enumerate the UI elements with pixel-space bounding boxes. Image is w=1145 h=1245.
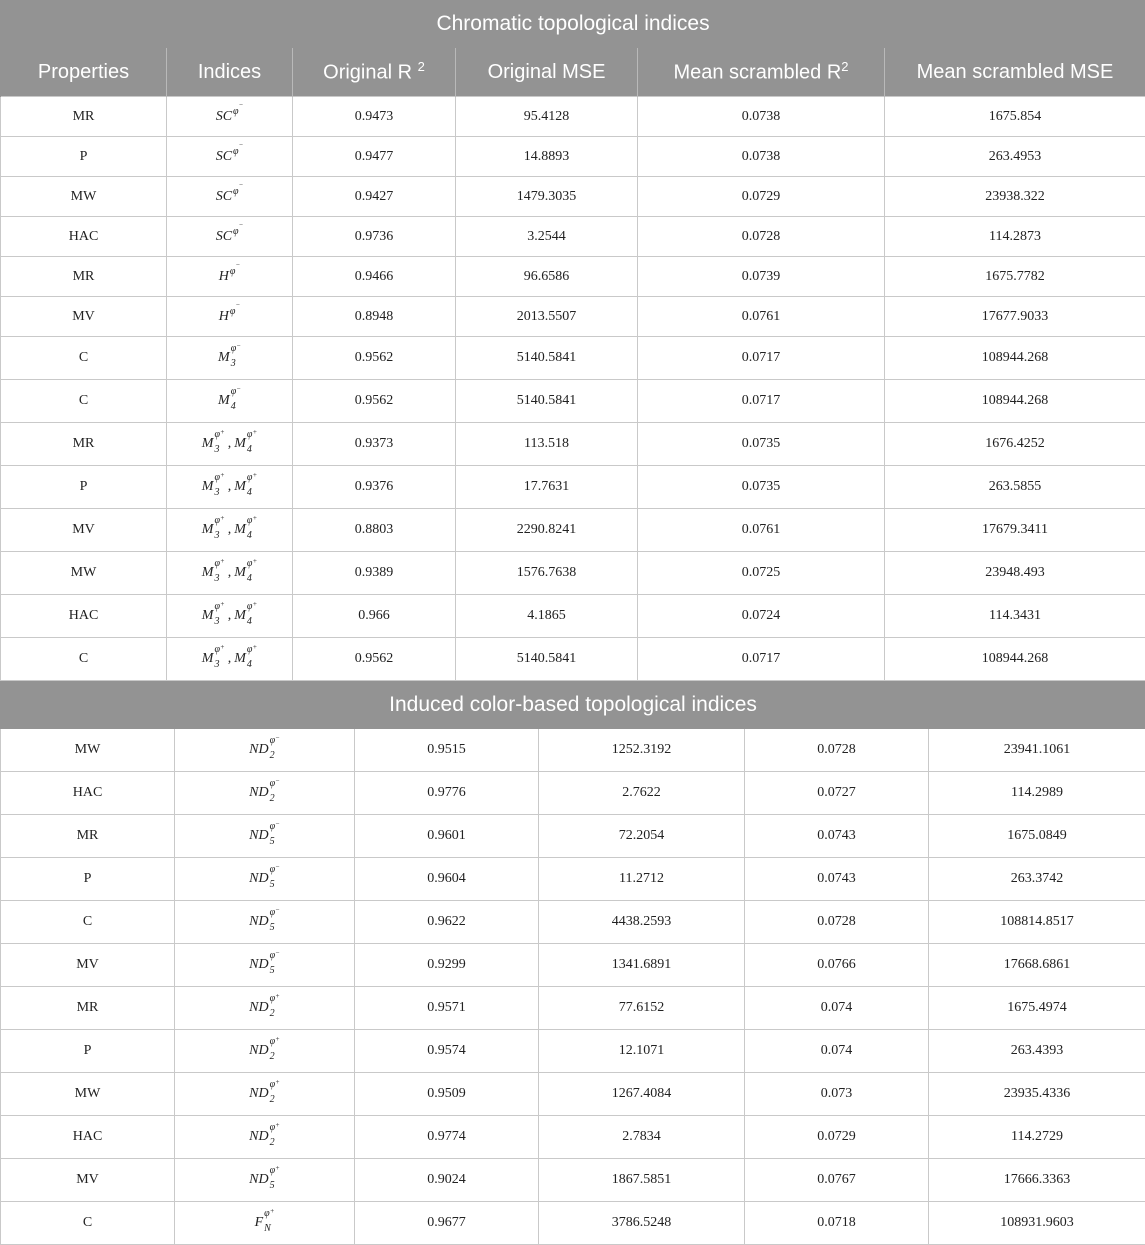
index-symbol: M φ+ 3 , M φ+ 4 <box>202 436 257 451</box>
scrambled-r2-cell: 0.0739 <box>638 257 885 297</box>
index-symbol: M φ+ 3 , M φ+ 4 <box>202 522 257 537</box>
scrambled-mse-cell: 108944.268 <box>885 380 1145 423</box>
original-mse-cell: 2.7622 <box>539 772 745 815</box>
index-symbol: F φ+ N <box>255 1215 275 1230</box>
scrambled-mse-cell: 263.3742 <box>929 858 1145 901</box>
scrambled-r2-cell: 0.0724 <box>638 595 885 638</box>
original-mse-cell: 95.4128 <box>456 97 638 137</box>
original-r2-cell: 0.9571 <box>355 987 539 1030</box>
indices-cell <box>167 509 293 552</box>
indices-cell <box>175 858 355 901</box>
scrambled-mse-cell: 114.2989 <box>929 772 1145 815</box>
original-mse-cell: 2013.5507 <box>456 297 638 337</box>
scrambled-r2-cell: 0.0729 <box>745 1116 929 1159</box>
indices-cell <box>167 552 293 595</box>
index-symbol: $SC^{\varphi^-}$ <box>216 189 244 204</box>
original-r2-cell: 0.9373 <box>293 423 456 466</box>
property-cell: MR <box>1 815 175 858</box>
property-cell: HAC <box>1 772 175 815</box>
table-row <box>1 137 1145 177</box>
index-symbol: $SC^{\varphi^-}$ <box>216 229 244 244</box>
property-cell: P <box>1 137 167 177</box>
index-symbol: ND φ+ 2 <box>249 1086 280 1101</box>
indices-cell <box>167 137 293 177</box>
table-row <box>1 177 1145 217</box>
original-r2-cell: 0.9515 <box>355 729 539 772</box>
scrambled-mse-cell: 23938.322 <box>885 177 1145 217</box>
scrambled-mse-cell: 114.2873 <box>885 217 1145 257</box>
original-r2-cell: 0.9562 <box>293 638 456 681</box>
header-properties: Properties <box>1 48 167 97</box>
original-r2-cell: 0.9477 <box>293 137 456 177</box>
original-mse-cell: 72.2054 <box>539 815 745 858</box>
scrambled-mse-cell: 17679.3411 <box>885 509 1145 552</box>
table-row <box>1 217 1145 257</box>
indices-cell <box>175 1073 355 1116</box>
scrambled-r2-cell: 0.0761 <box>638 509 885 552</box>
table-row <box>1 423 1145 466</box>
original-mse-cell: 96.6586 <box>456 257 638 297</box>
scrambled-mse-cell: 1676.4252 <box>885 423 1145 466</box>
original-r2-cell: 0.8803 <box>293 509 456 552</box>
scrambled-r2-cell: 0.0743 <box>745 815 929 858</box>
index-symbol: ND φ− 2 <box>249 742 280 757</box>
scrambled-mse-cell: 23948.493 <box>885 552 1145 595</box>
property-cell: HAC <box>1 1116 175 1159</box>
scrambled-mse-cell: 114.3431 <box>885 595 1145 638</box>
scrambled-r2-cell: 0.0717 <box>638 638 885 681</box>
scrambled-mse-cell: 263.5855 <box>885 466 1145 509</box>
index-symbol: $H^{\varphi^-}$ <box>219 269 240 284</box>
original-mse-cell: 12.1071 <box>539 1030 745 1073</box>
property-cell: C <box>1 337 167 380</box>
scrambled-r2-cell: 0.0717 <box>638 380 885 423</box>
index-symbol: M φ+ 3 , M φ+ 4 <box>202 608 257 623</box>
original-mse-cell: 1576.7638 <box>456 552 638 595</box>
index-symbol: ND φ− 5 <box>249 871 280 886</box>
original-mse-cell: 3786.5248 <box>539 1202 745 1245</box>
index-symbol: ND φ+ 5 <box>249 1172 280 1187</box>
original-mse-cell: 3.2544 <box>456 217 638 257</box>
indices-cell <box>167 257 293 297</box>
original-r2-cell: 0.9466 <box>293 257 456 297</box>
table-row <box>1 466 1145 509</box>
property-cell: C <box>1 380 167 423</box>
property-cell: MV <box>1 509 167 552</box>
header-indices: Indices <box>167 48 293 97</box>
original-mse-cell: 113.518 <box>456 423 638 466</box>
index-symbol: ND φ+ 2 <box>249 1129 280 1144</box>
scrambled-mse-cell: 114.2729 <box>929 1116 1145 1159</box>
table-row <box>1 1202 1145 1245</box>
index-symbol: ND φ− 2 <box>249 785 280 800</box>
scrambled-mse-cell: 23935.4336 <box>929 1073 1145 1116</box>
scrambled-r2-cell: 0.0728 <box>638 217 885 257</box>
index-symbol: $SC^{\varphi^-}$ <box>216 149 244 164</box>
original-r2-cell: 0.9562 <box>293 337 456 380</box>
header-original-r2: Original R $^2$ <box>293 48 456 97</box>
section-banner <box>1 682 1145 729</box>
original-mse-cell: 5140.5841 <box>456 337 638 380</box>
index-symbol: M φ− 4 <box>218 393 241 408</box>
property-cell: P <box>1 858 175 901</box>
table-row <box>1 337 1145 380</box>
table-row <box>1 815 1145 858</box>
property-cell: MR <box>1 987 175 1030</box>
table-row <box>1 901 1145 944</box>
original-mse-cell: 1252.3192 <box>539 729 745 772</box>
original-r2-cell: 0.9509 <box>355 1073 539 1116</box>
header-mean-scrambled-r2: Mean scrambled $R^2$ <box>638 48 885 97</box>
indices-cell <box>175 901 355 944</box>
original-r2-cell: 0.9574 <box>355 1030 539 1073</box>
scrambled-mse-cell: 108931.9603 <box>929 1202 1145 1245</box>
property-cell: MR <box>1 97 167 137</box>
table-row <box>1 944 1145 987</box>
original-mse-cell: 17.7631 <box>456 466 638 509</box>
scrambled-r2-cell: 0.0735 <box>638 466 885 509</box>
property-cell: C <box>1 901 175 944</box>
scrambled-mse-cell: 1675.0849 <box>929 815 1145 858</box>
original-r2-cell: 0.9774 <box>355 1116 539 1159</box>
original-r2-cell: 0.9736 <box>293 217 456 257</box>
table-row <box>1 1116 1145 1159</box>
scrambled-mse-cell: 17677.9033 <box>885 297 1145 337</box>
original-mse-cell: 2.7834 <box>539 1116 745 1159</box>
original-r2-cell: 0.9562 <box>293 380 456 423</box>
original-mse-cell: 5140.5841 <box>456 380 638 423</box>
scrambled-r2-cell: 0.074 <box>745 1030 929 1073</box>
indices-cell <box>167 97 293 137</box>
original-r2-cell: 0.9024 <box>355 1159 539 1202</box>
original-mse-cell: 1867.5851 <box>539 1159 745 1202</box>
table-row <box>1 772 1145 815</box>
property-cell: P <box>1 466 167 509</box>
original-mse-cell: 77.6152 <box>539 987 745 1030</box>
scrambled-r2-cell: 0.0725 <box>638 552 885 595</box>
scrambled-r2-cell: 0.0728 <box>745 901 929 944</box>
scrambled-mse-cell: 1675.7782 <box>885 257 1145 297</box>
indices-cell <box>167 466 293 509</box>
index-symbol: ND φ+ 2 <box>249 1043 280 1058</box>
original-r2-cell: 0.9622 <box>355 901 539 944</box>
property-cell: MV <box>1 944 175 987</box>
index-symbol: $SC^{\varphi^-}$ <box>216 109 244 124</box>
indices-cell <box>167 177 293 217</box>
indices-cell <box>167 423 293 466</box>
table-row <box>1 858 1145 901</box>
original-r2-cell: 0.9677 <box>355 1202 539 1245</box>
scrambled-r2-cell: 0.0738 <box>638 97 885 137</box>
header-original-mse: Original MSE <box>456 48 638 97</box>
property-cell: MR <box>1 257 167 297</box>
table-row <box>1 509 1145 552</box>
index-symbol: M φ+ 3 , M φ+ 4 <box>202 651 257 666</box>
property-cell: MW <box>1 729 175 772</box>
index-symbol: ND φ− 5 <box>249 957 280 972</box>
index-symbol: M φ+ 3 , M φ+ 4 <box>202 479 257 494</box>
original-r2-cell: 0.9299 <box>355 944 539 987</box>
original-mse-cell: 14.8893 <box>456 137 638 177</box>
table-row <box>1 1159 1145 1202</box>
original-mse-cell: 5140.5841 <box>456 638 638 681</box>
original-r2-cell: 0.9604 <box>355 858 539 901</box>
scrambled-mse-cell: 17666.3363 <box>929 1159 1145 1202</box>
index-symbol: M φ+ 3 , M φ+ 4 <box>202 565 257 580</box>
table-row <box>1 552 1145 595</box>
induced-table <box>0 681 1145 1245</box>
scrambled-mse-cell: 17668.6861 <box>929 944 1145 987</box>
header-row <box>1 48 1145 97</box>
scrambled-mse-cell: 108944.268 <box>885 337 1145 380</box>
original-mse-cell: 4.1865 <box>456 595 638 638</box>
original-mse-cell: 2290.8241 <box>456 509 638 552</box>
scrambled-mse-cell: 1675.854 <box>885 97 1145 137</box>
original-mse-cell: 11.2712 <box>539 858 745 901</box>
scrambled-r2-cell: 0.0766 <box>745 944 929 987</box>
table-row <box>1 257 1145 297</box>
indices-cell <box>175 1030 355 1073</box>
property-cell: HAC <box>1 217 167 257</box>
indices-cell <box>175 987 355 1030</box>
index-symbol: ND φ− 5 <box>249 914 280 929</box>
scrambled-r2-cell: 0.073 <box>745 1073 929 1116</box>
indices-cell <box>167 217 293 257</box>
scrambled-r2-cell: 0.0718 <box>745 1202 929 1245</box>
property-cell: C <box>1 1202 175 1245</box>
table-row <box>1 297 1145 337</box>
section-title: Induced color-based topological indices <box>1 682 1145 729</box>
property-cell: MW <box>1 1073 175 1116</box>
header-mean-scrambled-mse: Mean scrambled MSE <box>885 48 1145 97</box>
property-cell: MW <box>1 177 167 217</box>
indices-cell <box>167 380 293 423</box>
scrambled-mse-cell: 263.4953 <box>885 137 1145 177</box>
indices-cell <box>167 297 293 337</box>
indices-cell <box>175 815 355 858</box>
original-mse-cell: 1479.3035 <box>456 177 638 217</box>
scrambled-r2-cell: 0.074 <box>745 987 929 1030</box>
original-r2-cell: 0.9376 <box>293 466 456 509</box>
indices-cell <box>175 944 355 987</box>
property-cell: C <box>1 638 167 681</box>
original-r2-cell: 0.9473 <box>293 97 456 137</box>
indices-cell <box>175 1116 355 1159</box>
original-mse-cell: 1267.4084 <box>539 1073 745 1116</box>
original-r2-cell: 0.8948 <box>293 297 456 337</box>
scrambled-r2-cell: 0.0727 <box>745 772 929 815</box>
property-cell: HAC <box>1 595 167 638</box>
indices-cell <box>167 638 293 681</box>
property-cell: P <box>1 1030 175 1073</box>
property-cell: MR <box>1 423 167 466</box>
scrambled-r2-cell: 0.0729 <box>638 177 885 217</box>
index-symbol: M φ− 3 <box>218 350 241 365</box>
scrambled-mse-cell: 23941.1061 <box>929 729 1145 772</box>
table-row <box>1 638 1145 681</box>
scrambled-r2-cell: 0.0738 <box>638 137 885 177</box>
section-title: Chromatic topological indices <box>1 1 1145 48</box>
table-row <box>1 380 1145 423</box>
scrambled-r2-cell: 0.0717 <box>638 337 885 380</box>
scrambled-mse-cell: 1675.4974 <box>929 987 1145 1030</box>
scrambled-mse-cell: 108944.268 <box>885 638 1145 681</box>
table-row <box>1 987 1145 1030</box>
section-banner <box>1 1 1145 48</box>
table-row <box>1 595 1145 638</box>
table-row <box>1 1073 1145 1116</box>
scrambled-r2-cell: 0.0735 <box>638 423 885 466</box>
property-cell: MV <box>1 1159 175 1202</box>
index-symbol: $H^{\varphi^-}$ <box>219 309 240 324</box>
scrambled-r2-cell: 0.0761 <box>638 297 885 337</box>
table-row <box>1 97 1145 137</box>
scrambled-r2-cell: 0.0767 <box>745 1159 929 1202</box>
scrambled-mse-cell: 108814.8517 <box>929 901 1145 944</box>
original-mse-cell: 4438.2593 <box>539 901 745 944</box>
original-r2-cell: 0.9776 <box>355 772 539 815</box>
indices-cell <box>175 729 355 772</box>
original-r2-cell: 0.966 <box>293 595 456 638</box>
original-r2-cell: 0.9389 <box>293 552 456 595</box>
scrambled-mse-cell: 263.4393 <box>929 1030 1145 1073</box>
indices-cell <box>175 1159 355 1202</box>
indices-cell <box>175 1202 355 1245</box>
indices-cell <box>167 337 293 380</box>
original-r2-cell: 0.9601 <box>355 815 539 858</box>
property-cell: MW <box>1 552 167 595</box>
scrambled-r2-cell: 0.0743 <box>745 858 929 901</box>
table-row <box>1 729 1145 772</box>
index-symbol: ND φ+ 2 <box>249 1000 280 1015</box>
scrambled-r2-cell: 0.0728 <box>745 729 929 772</box>
table-row <box>1 1030 1145 1073</box>
property-cell: MV <box>1 297 167 337</box>
original-mse-cell: 1341.6891 <box>539 944 745 987</box>
index-symbol: ND φ− 5 <box>249 828 280 843</box>
original-r2-cell: 0.9427 <box>293 177 456 217</box>
indices-cell <box>175 772 355 815</box>
indices-cell <box>167 595 293 638</box>
